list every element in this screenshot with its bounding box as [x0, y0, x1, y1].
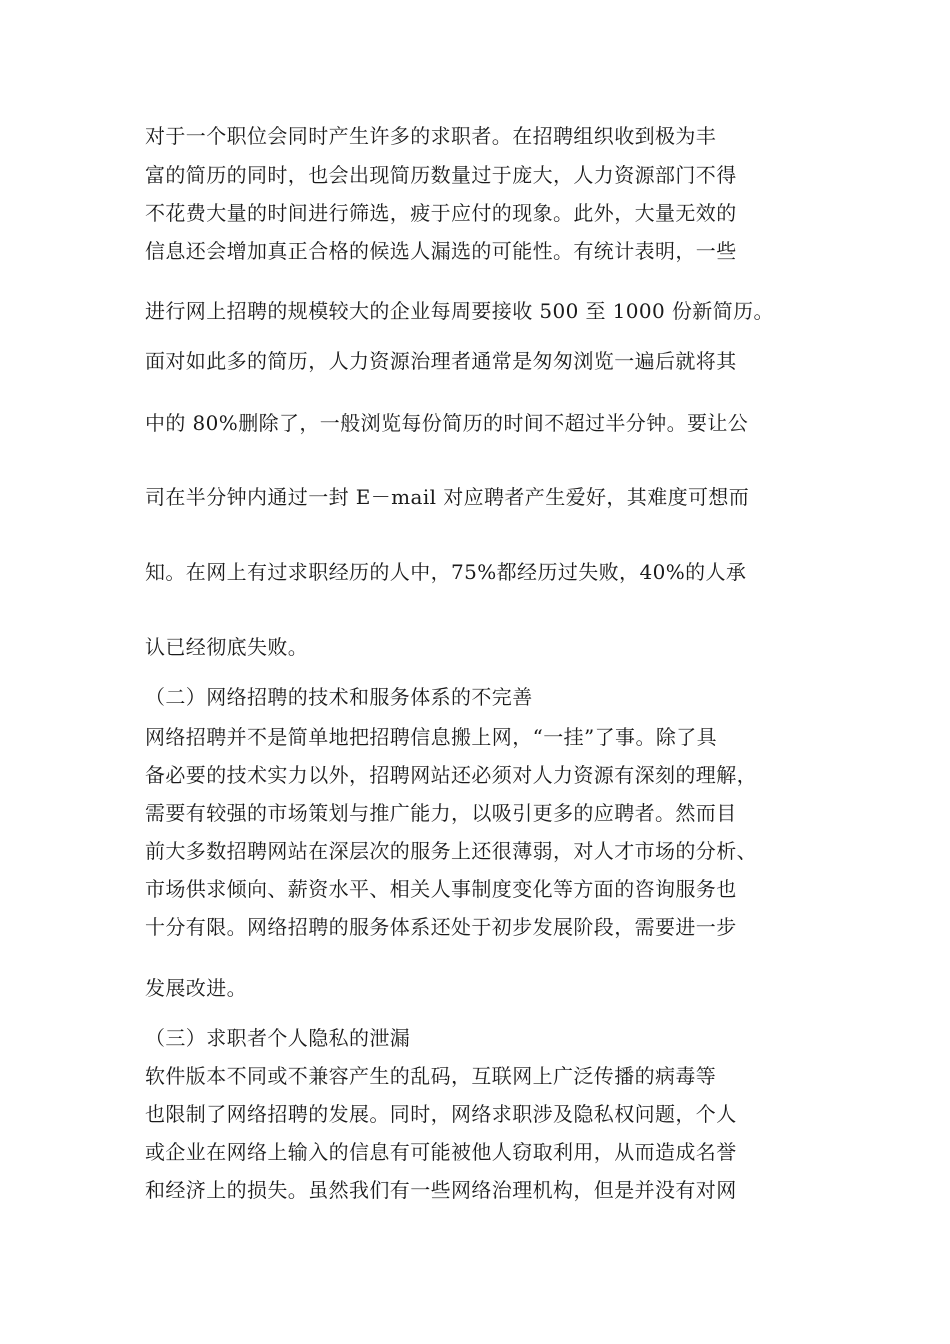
- paragraph-1-line-8: 司在半分钟内通过一封 E－mail 对应聘者产生爱好，其难度可想而: [145, 485, 750, 509]
- paragraph-1-line-6: 面对如此多的简历，人力资源治理者通常是匆匆浏览一遍后就将其: [145, 349, 737, 373]
- paragraph-3-line-4: 和经济上的损失。虽然我们有一些网络治理机构，但是并没有对网: [145, 1178, 737, 1202]
- paragraph-2-line-2: 备必要的技术实力以外，招聘网站还必须对人力资源有深刻的理解，: [145, 763, 757, 787]
- paragraph-2-line-4: 前大多数招聘网站在深层次的服务上还很薄弱，对人才市场的分析、: [145, 839, 757, 863]
- paragraph-2-line-6: 十分有限。网络招聘的服务体系还处于初步发展阶段，需要进一步: [145, 915, 737, 939]
- paragraph-1-line-9: 知。在网上有过求职经历的人中，75%都经历过失败，40%的人承: [145, 560, 747, 584]
- section-heading-3: （三）求职者个人隐私的泄漏: [145, 1026, 411, 1050]
- paragraph-1-line-3: 不花费大量的时间进行筛选，疲于应付的现象。此外，大量无效的: [145, 201, 737, 225]
- paragraph-2-line-3: 需要有较强的市场策划与推广能力，以吸引更多的应聘者。然而目: [145, 801, 737, 825]
- paragraph-1-line-7: 中的 80%删除了，一般浏览每份简历的时间不超过半分钟。要让公: [145, 411, 749, 435]
- paragraph-3-line-3: 或企业在网络上输入的信息有可能被他人窃取利用，从而造成名誉: [145, 1140, 737, 1164]
- paragraph-1-line-2: 富的简历的同时，也会出现简历数量过于庞大，人力资源部门不得: [145, 163, 737, 187]
- paragraph-3-line-2: 也限制了网络招聘的发展。同时，网络求职涉及隐私权问题，个人: [145, 1102, 737, 1126]
- paragraph-2-line-5: 市场供求倾向、薪资水平、相关人事制度变化等方面的咨询服务也: [145, 877, 737, 901]
- paragraph-3-line-1: 软件版本不同或不兼容产生的乱码，互联网上广泛传播的病毒等: [145, 1064, 717, 1088]
- paragraph-1-line-1: 对于一个职位会同时产生许多的求职者。在招聘组织收到极为丰: [145, 124, 717, 148]
- paragraph-2-line-7: 发展改进。: [145, 976, 247, 1000]
- paragraph-1-line-4: 信息还会增加真正合格的候选人漏选的可能性。有统计表明，一些: [145, 239, 737, 263]
- paragraph-1-line-5: 进行网上招聘的规模较大的企业每周要接收 500 至 1000 份新简历。: [145, 299, 774, 323]
- paragraph-2-line-1: 网络招聘并不是简单地把招聘信息搬上网，“一挂”了事。除了具: [145, 725, 718, 749]
- paragraph-1-line-10: 认已经彻底失败。: [145, 635, 309, 659]
- section-heading-2: （二）网络招聘的技术和服务体系的不完善: [145, 685, 533, 709]
